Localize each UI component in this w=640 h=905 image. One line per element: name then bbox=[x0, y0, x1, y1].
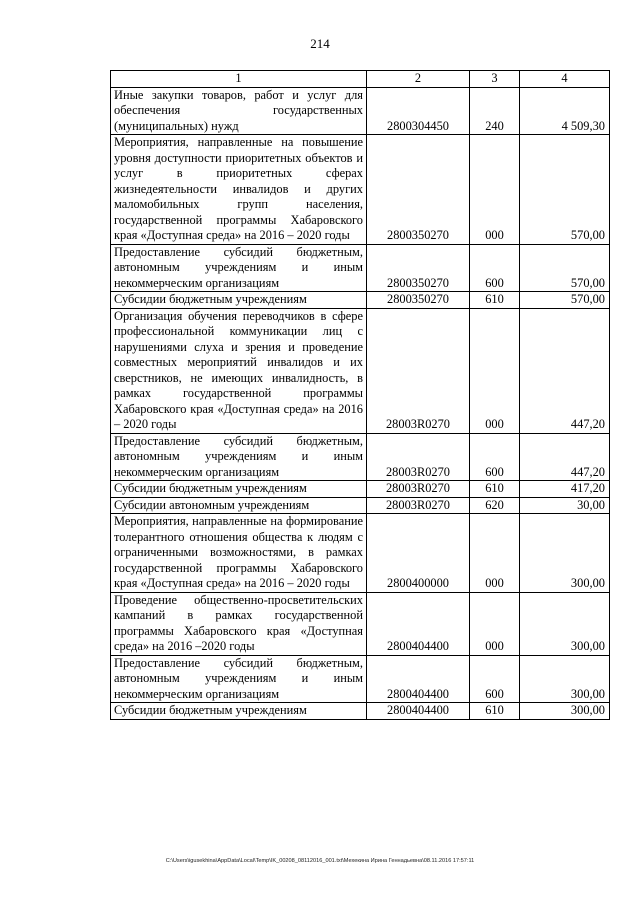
row-target-code: 2800304450 bbox=[367, 87, 470, 135]
row-expense-type: 240 bbox=[470, 87, 520, 135]
row-description: Мероприятия, направленные на формирование толерантного отношения общества к людям с ограниченными возможностями, в рамках государственной программы Хабаровского края «Доступная среда» на 2016 – 2020 годы bbox=[111, 514, 367, 593]
table-header-row bbox=[111, 71, 610, 88]
row-amount: 447,20 bbox=[520, 308, 610, 433]
table-row bbox=[111, 703, 610, 720]
row-amount: 447,20 bbox=[520, 433, 610, 481]
row-amount: 300,00 bbox=[520, 514, 610, 593]
row-target-code: 2800350270 bbox=[367, 135, 470, 245]
row-target-code: 2800404400 bbox=[367, 592, 470, 655]
table-row bbox=[111, 292, 610, 309]
row-amount: 300,00 bbox=[520, 592, 610, 655]
row-expense-type: 000 bbox=[470, 514, 520, 593]
table-row bbox=[111, 87, 610, 135]
row-target-code: 28003R0270 bbox=[367, 497, 470, 514]
row-target-code: 28003R0270 bbox=[367, 433, 470, 481]
row-amount: 300,00 bbox=[520, 655, 610, 703]
row-description: Мероприятия, направленные на повышение уровня доступности приоритетных объектов и услуг в приоритетных сферах жизнедеятельности инвалидов и других маломобильных групп населения, государственной программы Хабаровского края «Доступная среда» на 2016 – 2020 годы bbox=[111, 135, 367, 245]
row-target-code: 28003R0270 bbox=[367, 308, 470, 433]
row-expense-type: 610 bbox=[470, 703, 520, 720]
budget-table bbox=[110, 70, 610, 720]
row-description: Предоставление субсидий бюджетным, автономным учреждениям и иным некоммерческим организациям bbox=[111, 655, 367, 703]
table-row bbox=[111, 497, 610, 514]
table-body bbox=[111, 87, 610, 719]
row-amount: 570,00 bbox=[520, 244, 610, 292]
table-row bbox=[111, 592, 610, 655]
row-target-code: 2800400000 bbox=[367, 514, 470, 593]
row-amount: 570,00 bbox=[520, 292, 610, 309]
header-col-1: 1 bbox=[111, 71, 367, 88]
table-row bbox=[111, 433, 610, 481]
row-description: Предоставление субсидий бюджетным, автономным учреждениям и иным некоммерческим организациям bbox=[111, 433, 367, 481]
row-amount: 30,00 bbox=[520, 497, 610, 514]
row-expense-type: 000 bbox=[470, 135, 520, 245]
row-description: Предоставление субсидий бюджетным, автономным учреждениям и иным некоммерческим организациям bbox=[111, 244, 367, 292]
row-amount: 417,20 bbox=[520, 481, 610, 498]
row-target-code: 2800350270 bbox=[367, 292, 470, 309]
page-number: 214 bbox=[310, 36, 330, 51]
row-description: Субсидии бюджетным учреждениям bbox=[111, 703, 367, 720]
row-expense-type: 610 bbox=[470, 292, 520, 309]
row-expense-type: 610 bbox=[470, 481, 520, 498]
row-expense-type: 620 bbox=[470, 497, 520, 514]
row-expense-type: 600 bbox=[470, 655, 520, 703]
row-description: Субсидии автономным учреждениям bbox=[111, 497, 367, 514]
row-expense-type: 000 bbox=[470, 308, 520, 433]
table-row bbox=[111, 481, 610, 498]
table-row bbox=[111, 308, 610, 433]
table-row bbox=[111, 655, 610, 703]
header-col-4: 4 bbox=[520, 71, 610, 88]
row-target-code: 2800350270 bbox=[367, 244, 470, 292]
row-amount: 300,00 bbox=[520, 703, 610, 720]
row-target-code: 2800404400 bbox=[367, 655, 470, 703]
row-target-code: 2800404400 bbox=[367, 703, 470, 720]
row-amount: 4 509,30 bbox=[520, 87, 610, 135]
table-row bbox=[111, 514, 610, 593]
row-description: Субсидии бюджетным учреждениям bbox=[111, 292, 367, 309]
header-col-3: 3 bbox=[470, 71, 520, 88]
row-description: Иные закупки товаров, работ и услуг для обеспечения государственных (муниципальных) нужд bbox=[111, 87, 367, 135]
table-row bbox=[111, 135, 610, 245]
row-amount: 570,00 bbox=[520, 135, 610, 245]
table-row bbox=[111, 244, 610, 292]
header-col-2: 2 bbox=[367, 71, 470, 88]
row-expense-type: 600 bbox=[470, 433, 520, 481]
row-target-code: 28003R0270 bbox=[367, 481, 470, 498]
row-description: Проведение общественно-просветительских кампаний в рамках государственной программы Хабаровского края «Доступная среда» на 2016 –2020 годы bbox=[111, 592, 367, 655]
row-expense-type: 000 bbox=[470, 592, 520, 655]
row-expense-type: 600 bbox=[470, 244, 520, 292]
row-description: Организация обучения переводчиков в сфере профессиональной коммуникации лиц с нарушениями слуха и зрения и проведение совместных мероприятий инвалидов и их сверстников, не имеющих инвалидность, в рамках государственной программы Хабаровского края «Доступная среда» на 2016 – 2020 годы bbox=[111, 308, 367, 433]
footer-file-path: C:\Users\igusekhina\AppData\Local\Temp\IK_00208_08112016_001.txt\Мехекина Ирина Геннадьевна\08.11.2016 17:57:11 bbox=[165, 858, 475, 864]
row-description: Субсидии бюджетным учреждениям bbox=[111, 481, 367, 498]
